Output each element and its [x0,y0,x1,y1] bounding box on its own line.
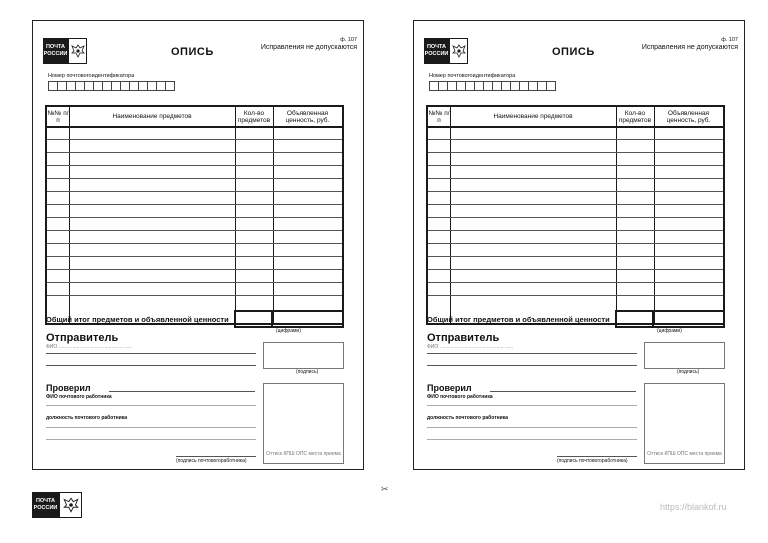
checked-line[interactable] [109,391,255,392]
worker-fio-label: ФИО почтового работника [46,394,112,400]
form-number: ф. 107 [721,37,738,43]
scissors-icon: ✂ [381,484,389,494]
inventory-form-left [32,20,364,470]
col-header-name: Наименование предметов [493,113,573,120]
stamp-box [263,383,344,464]
logo-text-line2: РОССИИ [424,51,449,57]
total-label: Общий итог предметов и объявленной ценности [427,315,610,324]
worker-fio-line[interactable] [46,405,256,406]
sender-line-1[interactable] [46,353,256,354]
russian-post-logo [424,38,468,64]
worker-position-label: должность почтового работника [427,415,509,421]
total-value-box[interactable] [271,310,344,328]
sender-signature-box[interactable] [644,342,725,369]
col-header-name: Наименование предметов [112,113,192,120]
sender-line-1[interactable] [427,353,637,354]
form-title: ОПИСЬ [552,46,595,58]
id-label: Номер почтовогоидентификатора [429,73,516,79]
eagle-emblem-icon [449,38,468,64]
russian-post-logo [43,38,87,64]
logo-text-line2: РОССИИ [43,51,68,57]
logo-text-line1: ПОЧТА [45,44,66,50]
inventory-form-right [413,20,745,470]
logo-text-line1: ПОЧТА [426,44,447,50]
checked-heading: Проверил [427,383,472,393]
id-input-boxes[interactable] [48,81,174,91]
sender-fio-hint: ФИО .............................................. ...... [46,344,133,350]
id-label: Номер почтовогоидентификатора [48,73,135,79]
id-input-boxes[interactable] [429,81,555,91]
signature-caption: (подпись) [296,369,319,375]
worker-position-label: должность почтового работника [46,415,128,421]
worker-position-line-2[interactable] [46,439,256,440]
signature-caption: (подпись) [677,369,700,375]
footer-logo [32,492,82,518]
total-value-box[interactable] [652,310,725,328]
total-label: Общий итог предметов и объявленной ценности [46,315,229,324]
eagle-emblem-icon [59,492,82,518]
worker-position-line-2[interactable] [427,439,637,440]
col-header-qty: Кол-во предметов [237,109,271,124]
total-qty-box[interactable] [615,310,654,328]
worker-fio-label: ФИО почтового работника [427,394,493,400]
col-header-num: №№ п/п [47,109,69,124]
items-table [45,105,344,325]
footer-logo-line1: ПОЧТА [35,498,56,504]
sender-line-2[interactable] [427,365,637,366]
site-watermark[interactable]: https://blankof.ru [660,502,727,512]
col-header-qty: Кол-во предметов [618,109,652,124]
col-header-value: Объявленная ценность, руб. [666,109,711,124]
sender-signature-box[interactable] [263,342,344,369]
total-qty-box[interactable] [234,310,273,328]
eagle-emblem-icon [68,38,87,64]
checked-heading: Проверил [46,383,91,393]
worker-position-line-1[interactable] [46,427,256,428]
stamp-caption: Оттиск КПШ ОПС места приема [647,451,722,457]
digits-caption: (цифрами) [276,328,301,334]
worker-signature-line[interactable] [557,456,637,457]
worker-signature-line[interactable] [176,456,256,457]
sender-line-2[interactable] [46,365,256,366]
worker-signature-caption: (подпись почтовогоработника) [176,458,247,464]
sender-heading: Отправитель [427,332,500,344]
checked-line[interactable] [490,391,636,392]
items-table [426,105,725,325]
form-number: ф. 107 [340,37,357,43]
col-header-value: Объявленная ценность, руб. [285,109,330,124]
sender-fio-hint: ФИО .............................................. ...... [427,344,514,350]
footer-logo-line2: РОССИИ [33,505,58,511]
worker-position-line-1[interactable] [427,427,637,428]
form-title: ОПИСЬ [171,46,214,58]
sender-heading: Отправитель [46,332,119,344]
stamp-box [644,383,725,464]
digits-caption: (цифрами) [657,328,682,334]
worker-signature-caption: (подпись почтовогоработника) [557,458,628,464]
no-corrections-note: Исправления не допускаются [641,44,738,51]
no-corrections-note: Исправления не допускаются [260,44,357,51]
stamp-caption: Оттиск КПШ ОПС места приема [266,451,341,457]
col-header-num: №№ п/п [428,109,450,124]
worker-fio-line[interactable] [427,405,637,406]
